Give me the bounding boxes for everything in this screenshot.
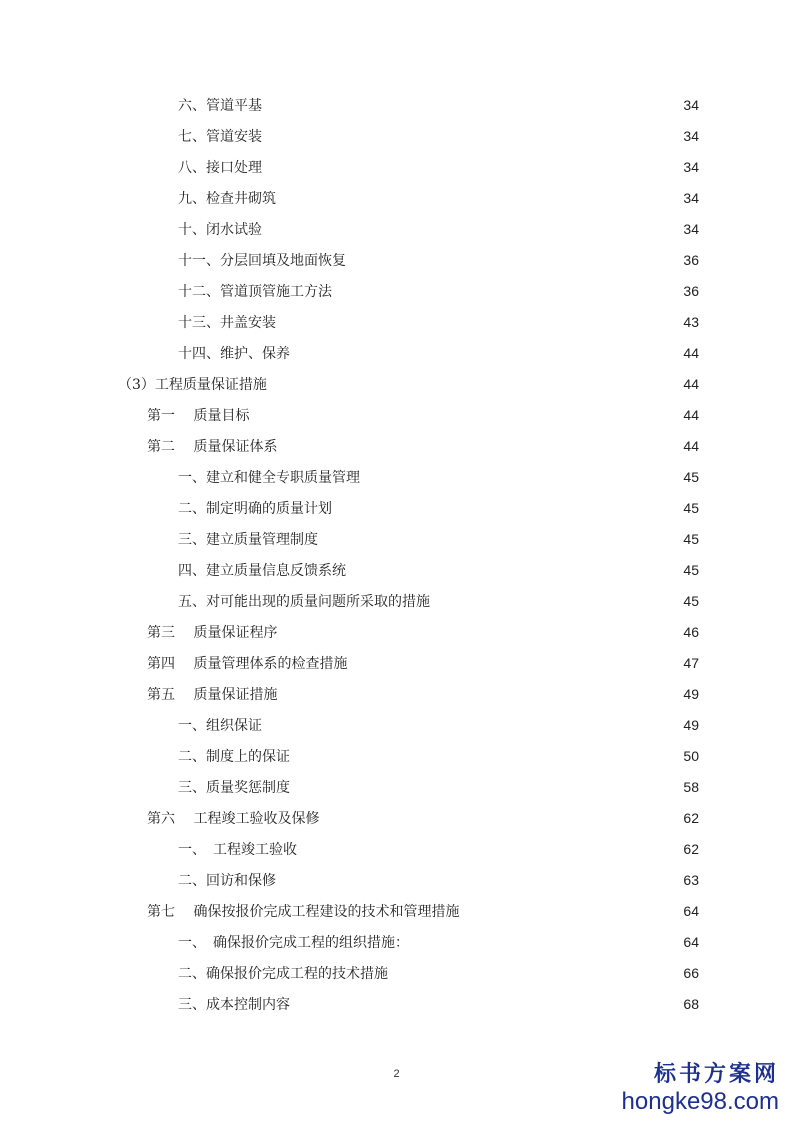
toc-entry[interactable] [0,93,793,117]
toc-dot-leader [465,903,663,919]
toc-dot-leader [338,283,663,299]
toc-entry-label: 第六 工程竣工验收及保修 [147,811,320,827]
toc-entry-page-number: 45 [683,469,699,485]
toc-entry-page-number: 44 [683,376,699,392]
toc-entry-page-number: 62 [683,810,699,826]
toc-entry[interactable] [0,868,793,892]
toc-entry-page-number: 49 [683,686,699,702]
toc-dot-leader [273,376,663,392]
toc-entry-label: 第一 质量目标 [147,408,250,424]
toc-entry-page-number: 64 [683,934,699,950]
toc-entry[interactable] [0,744,793,768]
toc-dot-leader [436,593,663,609]
toc-dot-leader [296,345,663,361]
toc-dot-leader [283,624,663,640]
toc-entry[interactable] [0,434,793,458]
toc-dot-leader [366,469,663,485]
toc-entry-label: 三、质量奖惩制度 [178,780,290,796]
toc-entry-page-number: 44 [683,407,699,423]
toc-entry-page-number: 45 [683,593,699,609]
toc-entry-label: （3）工程质量保证措施 [118,377,267,393]
toc-dot-leader [296,779,663,795]
toc-dot-leader [282,190,663,206]
toc-entry[interactable] [0,496,793,520]
page-number: 2 [393,1068,400,1080]
toc-entry-page-number: 46 [683,624,699,640]
toc-entry-page-number: 49 [683,717,699,733]
toc-entry-page-number: 34 [683,128,699,144]
toc-entry-label: 三、建立质量管理制度 [178,532,318,548]
toc-entry-page-number: 45 [683,531,699,547]
toc-entry[interactable] [0,372,793,396]
toc-entry-label: 五、对可能出现的质量问题所采取的措施 [178,594,430,610]
toc-entry-page-number: 64 [683,903,699,919]
toc-entry[interactable] [0,124,793,148]
toc-dot-leader [268,128,663,144]
toc-entry-page-number: 58 [683,779,699,795]
toc-entry-page-number: 43 [683,314,699,330]
toc-entry-page-number: 47 [683,655,699,671]
toc-dot-leader [338,500,663,516]
toc-entry-label: 十四、维护、保养 [178,346,290,362]
toc-entry-page-number: 44 [683,438,699,454]
toc-entry-page-number: 68 [683,996,699,1012]
toc-entry-label: 十、闭水试验 [178,222,262,238]
toc-entry-label: 十三、井盖安装 [178,315,276,331]
toc-dot-leader [283,438,663,454]
toc-entry-label: 一、 工程竣工验收 [178,842,297,858]
toc-entry-label: 十二、管道顶管施工方法 [178,284,332,300]
toc-entry[interactable] [0,775,793,799]
toc-entry-page-number: 36 [683,252,699,268]
toc-entry-label: 十一、分层回填及地面恢复 [178,253,346,269]
toc-entry-page-number: 50 [683,748,699,764]
toc-dot-leader [352,252,663,268]
toc-entry-label: 九、检查井砌筑 [178,191,276,207]
toc-dot-leader [394,965,663,981]
toc-entry-label: 第二 质量保证体系 [147,439,278,455]
toc-entry-label: 一、建立和健全专职质量管理 [178,470,360,486]
toc-dot-leader [268,717,663,733]
toc-entry[interactable] [0,527,793,551]
toc-dot-leader [325,810,663,826]
toc-dot-leader [255,407,663,423]
toc-dot-leader [268,159,663,175]
toc-entry-page-number: 34 [683,97,699,113]
toc-entry-label: 四、建立质量信息反馈系统 [178,563,346,579]
toc-entry[interactable] [0,279,793,303]
toc-entry-page-number: 44 [683,345,699,361]
toc-entry[interactable] [0,310,793,334]
watermark-url: hongke98.com [621,1088,779,1115]
toc-entry-label: 七、管道安装 [178,129,262,145]
toc-entry-label: 八、接口处理 [178,160,262,176]
toc-entry[interactable] [0,961,793,985]
watermark-logo [622,1062,779,1116]
toc-entry[interactable] [0,806,793,830]
toc-entry[interactable] [0,682,793,706]
toc-entry[interactable] [0,837,793,861]
toc-entry-label: 二、确保报价完成工程的技术措施 [178,966,388,982]
toc-entry-label: 二、制度上的保证 [178,749,290,765]
toc-entry-page-number: 34 [683,221,699,237]
toc-entry[interactable] [0,248,793,272]
toc-entry-label: 六、管道平基 [178,98,262,114]
toc-entry-page-number: 34 [683,190,699,206]
toc-entry-label: 第五 质量保证措施 [147,687,278,703]
toc-entry-label: 一、 确保报价完成工程的组织措施： [178,935,409,951]
toc-dot-leader [282,872,663,888]
toc-entry-page-number: 66 [683,965,699,981]
toc-entry[interactable] [0,930,793,954]
toc-entry-label: 一、组织保证 [178,718,262,734]
toc-dot-leader [296,748,663,764]
toc-entry[interactable] [0,992,793,1016]
toc-dot-leader [283,686,663,702]
toc-dot-leader [353,655,663,671]
toc-dot-leader [268,97,663,113]
toc-entry[interactable] [0,620,793,644]
watermark-title: 标书方案网 [653,1062,779,1087]
toc-entry-page-number: 45 [683,562,699,578]
toc-dot-leader [303,841,663,857]
toc-entry[interactable] [0,589,793,613]
toc-dot-leader [282,314,663,330]
toc-entry[interactable] [0,217,793,241]
toc-entry-page-number: 36 [683,283,699,299]
toc-entry[interactable] [0,899,793,923]
toc-entry-page-number: 63 [683,872,699,888]
toc-entry[interactable] [0,155,793,179]
toc-entry-label: 三、成本控制内容 [178,997,290,1013]
toc-entry-label: 二、回访和保修 [178,873,276,889]
toc-entry-label: 第三 质量保证程序 [147,625,278,641]
toc-entry[interactable] [0,651,793,675]
toc-entry-label: 第七 确保按报价完成工程建设的技术和管理措施 [147,904,460,920]
toc-entry[interactable] [0,558,793,582]
toc-dot-leader [268,221,663,237]
toc-dot-leader [352,562,663,578]
toc-entry-page-number: 62 [683,841,699,857]
toc-entry[interactable] [0,341,793,365]
toc-entry[interactable] [0,465,793,489]
toc-entry[interactable] [0,403,793,427]
toc-entry[interactable] [0,186,793,210]
toc-dot-leader [415,934,663,950]
toc-entry-label: 第四 质量管理体系的检查措施 [147,656,348,672]
toc-entry[interactable] [0,713,793,737]
toc-dot-leader [324,531,663,547]
toc-dot-leader [296,996,663,1012]
toc-entry-page-number: 34 [683,159,699,175]
toc-entry-page-number: 45 [683,500,699,516]
toc-entry-label: 二、制定明确的质量计划 [178,501,332,517]
